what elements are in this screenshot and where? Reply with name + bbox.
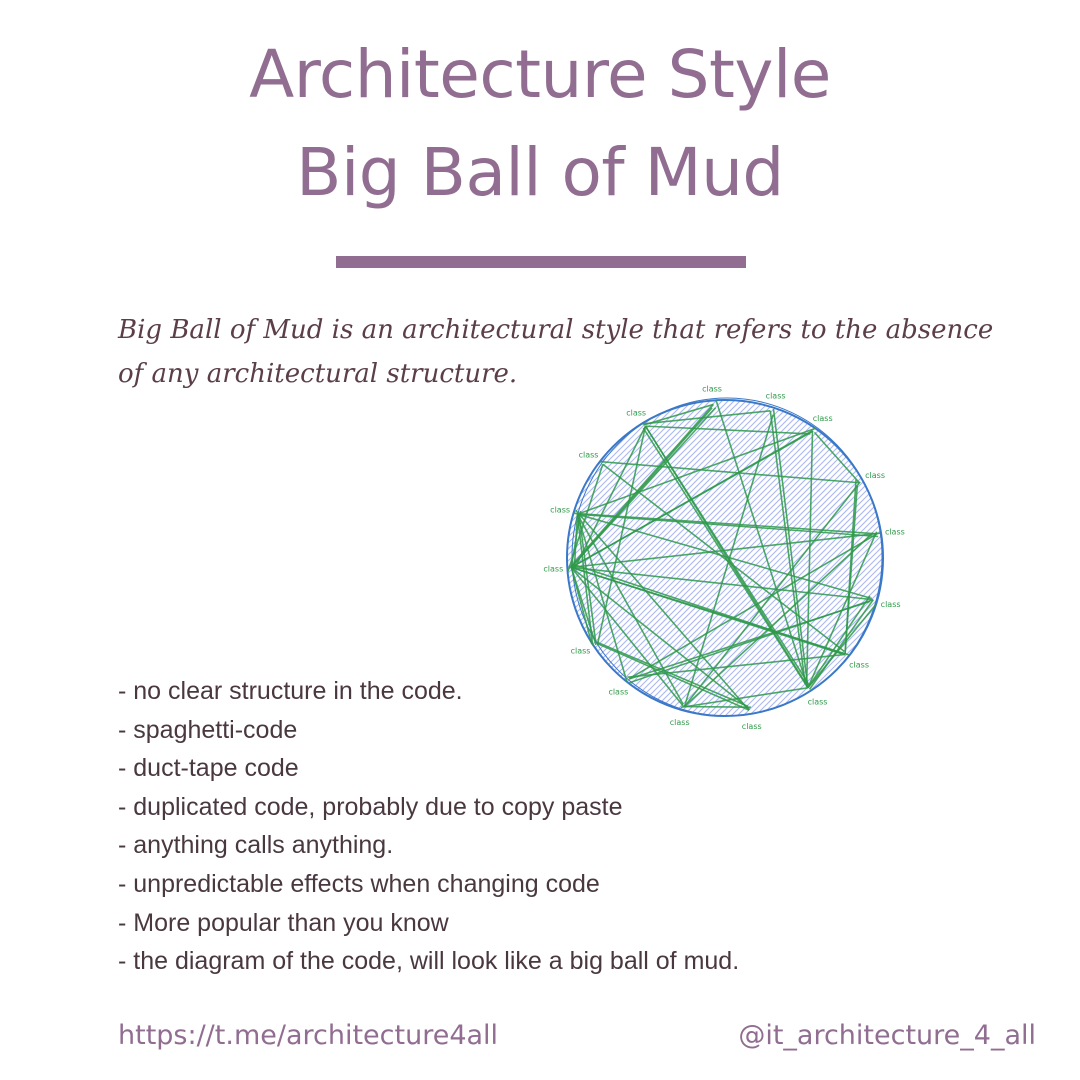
class-node-label: class (543, 564, 564, 574)
class-node-label: class (865, 470, 885, 480)
social-handle: @it_architecture_4_all (738, 1020, 1036, 1051)
dependency-link (770, 411, 805, 684)
bullet-item: - no clear structure in the code. (118, 677, 463, 705)
class-node-label: class (570, 646, 591, 656)
bullet-item: - spaghetti-code (118, 715, 298, 744)
class-node-label: class (812, 414, 833, 424)
class-node-label: class (807, 697, 828, 707)
class-node-label: class (550, 505, 571, 515)
class-node-label: class (578, 450, 599, 460)
bullet-item: - unpredictable effects when changing code (118, 869, 600, 898)
class-node-label: class (626, 408, 647, 418)
bullet-item: - anything calls anything. (118, 831, 394, 860)
title-divider (336, 256, 746, 268)
bullet-item: - More popular than you know (118, 908, 449, 937)
class-node-label: class (849, 660, 870, 670)
class-node-label: class (884, 527, 905, 537)
page-title-line-2: Big Ball of Mud (296, 134, 784, 211)
bullet-item: - the diagram of the code, will look like a big ball of mud. (118, 947, 740, 976)
dependency-link (574, 513, 877, 534)
page-title-line-1: Architecture Style (249, 36, 831, 113)
class-node-label: class (702, 384, 722, 394)
dependency-link (569, 404, 713, 568)
class-node-label: class (765, 391, 786, 401)
class-node-label: class (608, 687, 629, 697)
class-node-label: class (880, 599, 901, 609)
class-node-label: class (669, 717, 690, 727)
intro-text: Big Ball of Mud is an architectural style that refers to the absence of any architectural structure. (118, 315, 994, 389)
bullet-item: - duplicated code, probably due to copy paste (118, 792, 623, 821)
class-node-label: class (741, 721, 762, 731)
telegram-link[interactable]: https://t.me/architecture4all (118, 1020, 499, 1051)
characteristics-list (118, 672, 739, 981)
big-ball-of-mud-diagram (540, 384, 910, 731)
bullet-item: - duct-tape code (118, 754, 299, 783)
